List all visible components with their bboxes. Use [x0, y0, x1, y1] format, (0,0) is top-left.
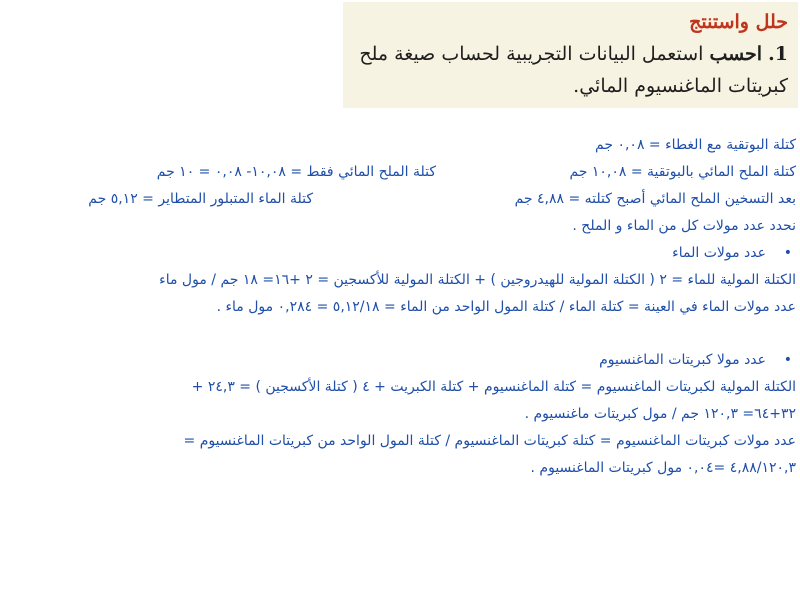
question-number: 1. — [768, 43, 788, 65]
question-text — [355, 38, 788, 102]
bullet-icon: • — [783, 245, 792, 261]
question-verb: احسب — [709, 43, 763, 65]
bullet-icon: • — [783, 352, 792, 368]
bullet-mgso4-moles-label: عدد مولا كبريتات الماغنسيوم — [599, 352, 766, 368]
determine-moles-line: نحدد عدد مولات كل من الماء و الملح . — [572, 218, 796, 234]
water-molar-mass-line: الكتلة المولية للماء = ٢ ( الكتلة المولية للهيدروجين ) + الكتلة المولية للأكسجين = ٢ +١٦= ١٨ جم / مول ماء — [159, 272, 796, 288]
answer-body — [0, 132, 796, 482]
mgso4-molar-mass-line: الكتلة المولية لكبريتات الماغنسيوم = كتلة الماغنسيوم + كتلة الكبريت + ٤ ( كتلة الأكسجين ) = ٢٤,٣ + — [191, 379, 796, 395]
mgso4-molar-mass-cont: ٣٢+٦٤= ١٢٠,٣ جم / مول كبريتات ماغنسيوم . — [524, 406, 796, 422]
bullet-water-moles — [0, 240, 796, 267]
question-line-2: كبريتات الماغنسيوم المائي. — [573, 75, 788, 97]
bullet-mgso4-moles — [0, 347, 796, 374]
mgso4-moles-result: ٤,٨٨/١٢٠,٣ =٠,٠٤ مول كبريتات الماغنسيوم . — [530, 460, 796, 476]
spacer — [0, 321, 796, 347]
section-title: حلل واستنتج — [689, 11, 788, 33]
heating-row — [0, 186, 796, 213]
mass-after-heating: بعد التسخين الملح المائي أصبح كتلته = ٤,٨٨ جم — [514, 191, 796, 207]
water-moles-line: عدد مولات الماء في العينة = كتلة الماء / كتلة المول الواحد من الماء = ٥,١٢/١٨ = ٠,٢٨٤ مول ماء . — [216, 299, 796, 315]
bullet-water-moles-label: عدد مولات الماء — [672, 245, 766, 261]
crucible-mass-line: كتلة البوتقية مع الغطاء = ٠,٠٨ جم — [595, 137, 796, 153]
mgso4-moles-line: عدد مولات كبريتات الماغنسيوم = كتلة كبريتات الماغنسيوم / كتلة المول الواحد من كبريتات الماغنسيوم = — [183, 433, 796, 449]
salt-mass-row — [0, 159, 796, 186]
hydrated-salt-only: كتلة الملح المائي فقط = ١٠,٠٨- ٠,٠٨ = ١٠ جم — [156, 164, 436, 180]
question-line-1: استعمل البيانات التجريبية لحساب صيغة ملح — [359, 43, 704, 65]
water-mass-lost: كتلة الماء المتبلور المتطاير = ٥,١٢ جم — [88, 191, 313, 207]
hydrated-salt-with-crucible: كتلة الملح المائي بالبوتقية = ١٠,٠٨ جم — [569, 164, 796, 180]
textbook-question-box — [343, 2, 798, 108]
